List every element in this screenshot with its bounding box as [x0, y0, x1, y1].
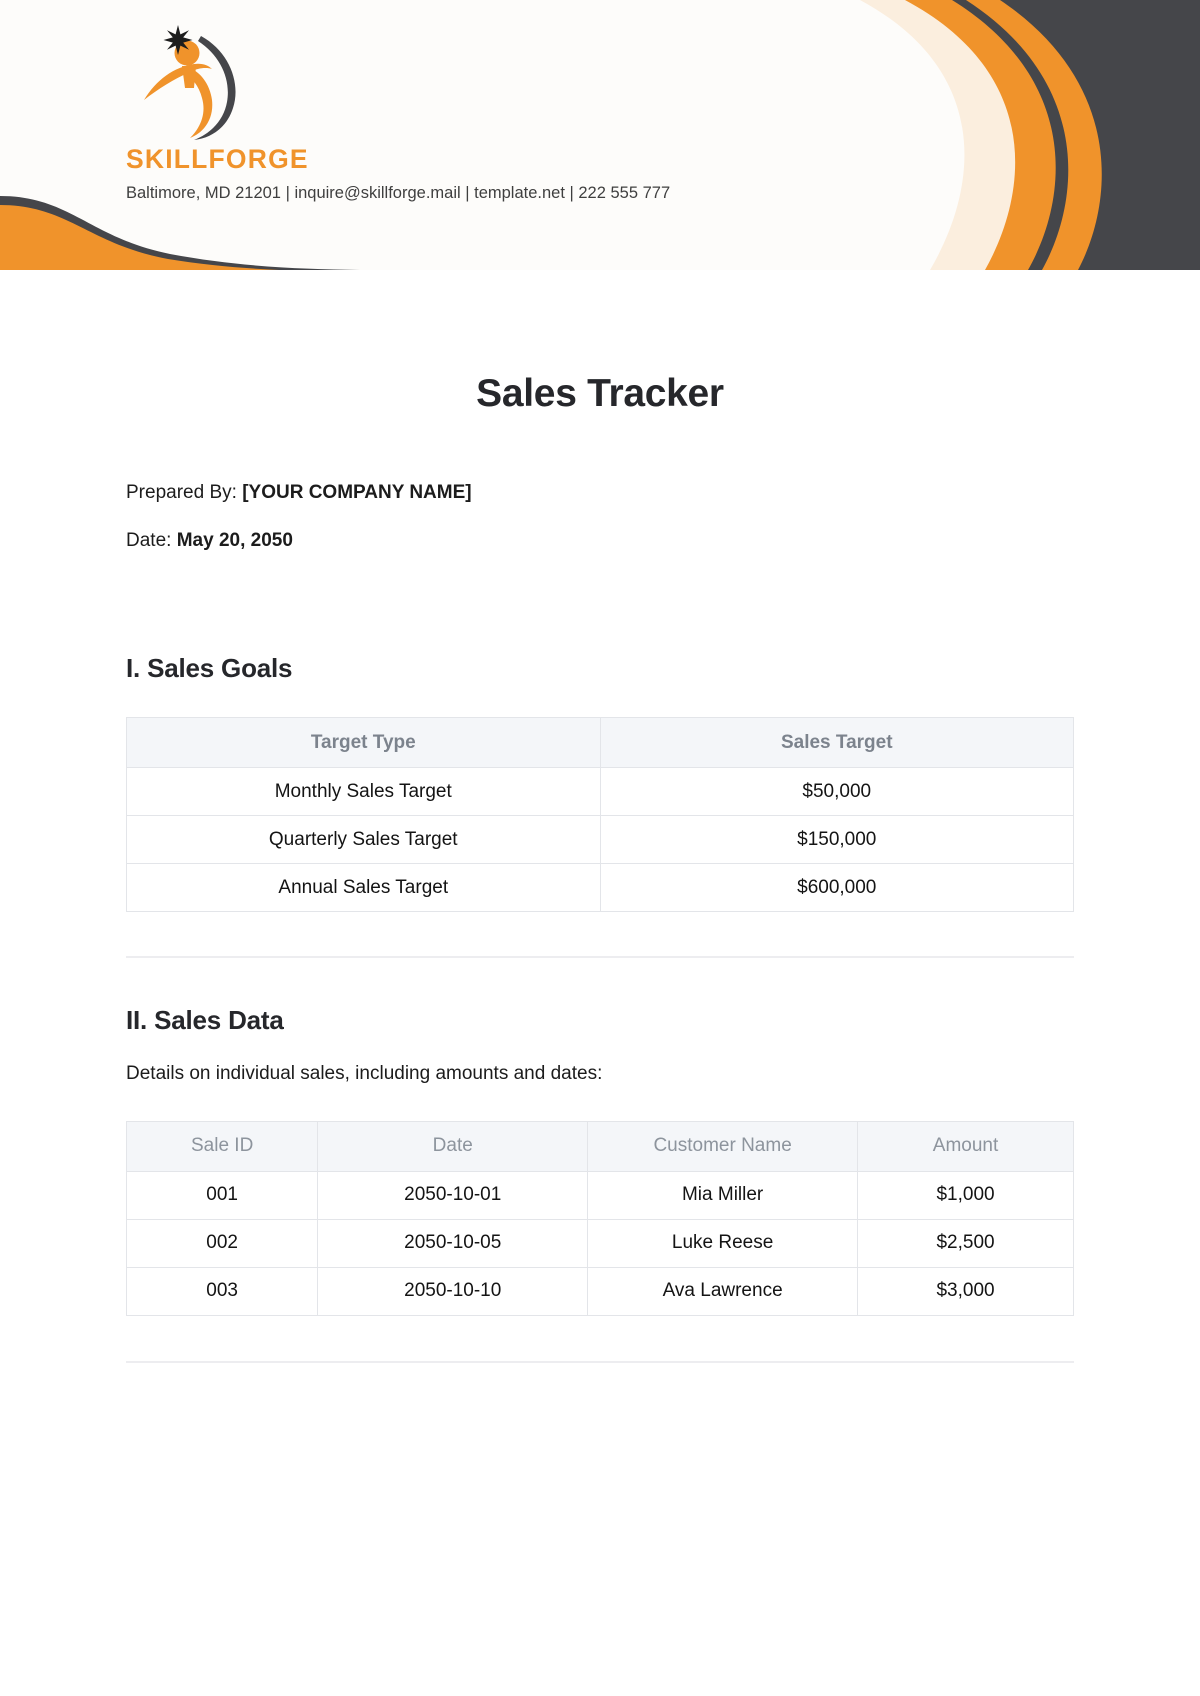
table-row: [127, 1267, 1074, 1315]
table-row: [127, 1171, 1074, 1219]
sales-goals-table-body: [127, 768, 1074, 912]
column-header-target-type: Target Type: [127, 718, 601, 768]
table-header-row: [127, 1121, 1074, 1171]
cell-customer-name: Mia Miller: [588, 1171, 858, 1219]
cell-customer-name: Luke Reese: [588, 1219, 858, 1267]
skillforge-logo-icon: [138, 22, 256, 144]
brand-wordmark: SKILLFORGE: [126, 144, 309, 174]
column-header-customer-name: Customer Name: [588, 1121, 858, 1171]
brand-logo-block: [126, 22, 671, 203]
cell-sale-id: 003: [127, 1267, 318, 1315]
cell-amount: $1,000: [858, 1171, 1074, 1219]
page-title: Sales Tracker: [476, 372, 724, 415]
sales-data-description: Details on individual sales, including amounts and dates:: [126, 1063, 603, 1085]
sales-data-table-body: [127, 1171, 1074, 1315]
column-header-sales-target: Sales Target: [600, 718, 1074, 768]
sales-data-table: [126, 1121, 1074, 1316]
cell-target-type: Monthly Sales Target: [127, 768, 601, 816]
cell-sales-target: $150,000: [600, 816, 1074, 864]
cell-sale-id: 002: [127, 1219, 318, 1267]
sales-data-table-head: [127, 1121, 1074, 1171]
document-header: [0, 0, 1200, 270]
cell-date: 2050-10-01: [318, 1171, 588, 1219]
column-header-amount: Amount: [858, 1121, 1074, 1171]
cell-sales-target: $600,000: [600, 864, 1074, 912]
section-heading-sales-goals: I. Sales Goals: [126, 652, 293, 683]
column-header-date: Date: [318, 1121, 588, 1171]
date-line: [126, 527, 1074, 555]
table-row: [127, 816, 1074, 864]
cell-target-type: Annual Sales Target: [127, 864, 601, 912]
sales-goals-table: [126, 717, 1074, 912]
sales-goals-table-head: [127, 718, 1074, 768]
cell-sale-id: 001: [127, 1171, 318, 1219]
date-label: Date:: [126, 530, 172, 552]
column-header-sale-id: Sale ID: [127, 1121, 318, 1171]
section-divider-2: [126, 1361, 1074, 1363]
cell-sales-target: $50,000: [600, 768, 1074, 816]
table-header-row: [127, 718, 1074, 768]
prepared-by-line: [126, 479, 1074, 507]
document-content: [0, 270, 1200, 1363]
table-row: [127, 1219, 1074, 1267]
cell-amount: $2,500: [858, 1219, 1074, 1267]
cell-customer-name: Ava Lawrence: [588, 1267, 858, 1315]
date-value: May 20, 2050: [176, 530, 293, 552]
prepared-by-value: [YOUR COMPANY NAME]: [242, 481, 472, 503]
table-row: [127, 864, 1074, 912]
cell-date: 2050-10-10: [318, 1267, 588, 1315]
spacer: [126, 958, 1074, 1005]
table-row: [127, 768, 1074, 816]
prepared-by-label: Prepared By:: [126, 481, 237, 503]
brand-contact-line: Baltimore, MD 21201 | inquire@skillforge.mail | template.net | 222 555 777: [126, 183, 671, 202]
cell-date: 2050-10-05: [318, 1219, 588, 1267]
cell-target-type: Quarterly Sales Target: [127, 816, 601, 864]
section-heading-sales-data: II. Sales Data: [126, 1005, 284, 1036]
cell-amount: $3,000: [858, 1267, 1074, 1315]
